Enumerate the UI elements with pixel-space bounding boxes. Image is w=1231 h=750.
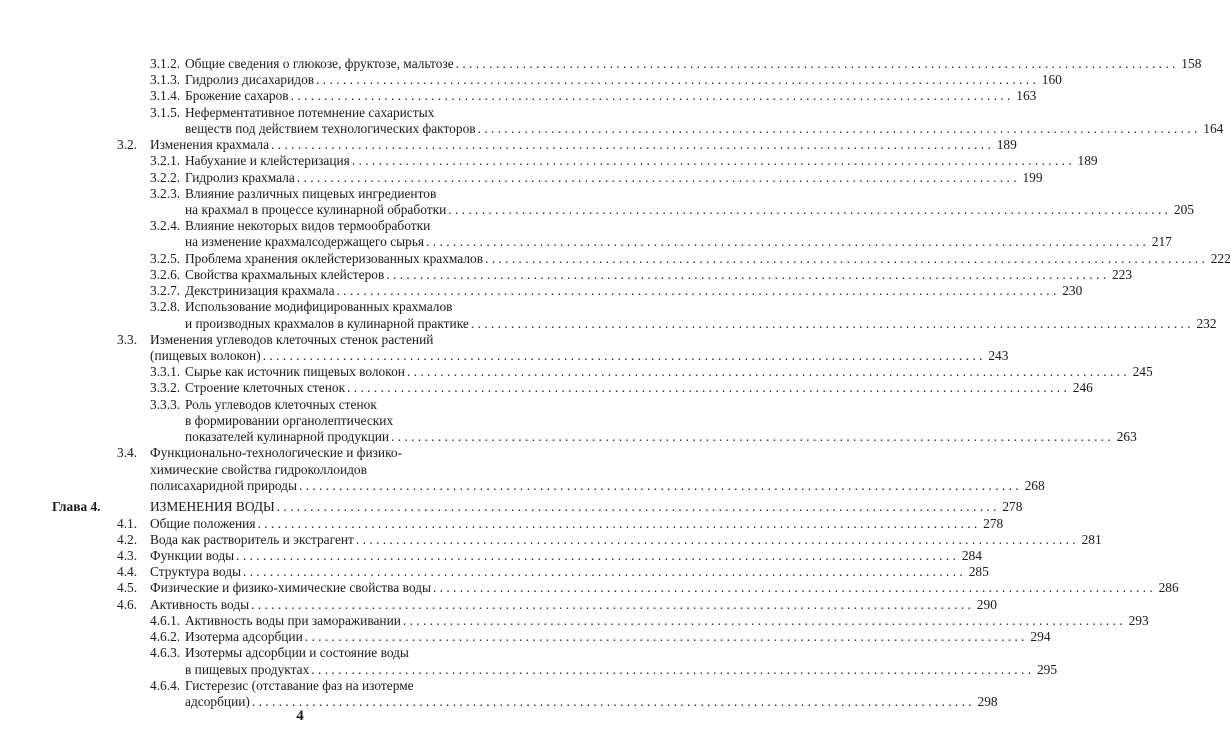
toc-entry-number: 4.6.1. — [150, 613, 181, 628]
toc-entry-title: Влияние некоторых видов термообработки — [185, 218, 431, 233]
dot-leader — [275, 499, 997, 515]
toc-entry-title: (пищевых волокон) — [150, 348, 261, 363]
toc-entry-title: Гидролиз дисахаридов — [185, 72, 315, 87]
toc-entry — [185, 202, 1194, 218]
toc-entry-number: Глава 4. — [52, 499, 101, 514]
dot-leader — [424, 234, 1146, 250]
toc-entry — [150, 380, 1093, 396]
toc-entry-number: 3.2.5. — [150, 251, 181, 266]
dot-leader — [335, 283, 1057, 299]
toc-entry-number: 3.2.7. — [150, 283, 181, 298]
dot-leader — [303, 629, 1025, 645]
toc-entry — [52, 499, 1023, 515]
toc-entry-title: Структура воды — [150, 564, 242, 579]
toc-entry-page: 293 — [1128, 613, 1149, 628]
toc-entry-page: 232 — [1196, 316, 1217, 331]
toc-entry-number: 3.2.1. — [150, 153, 181, 168]
toc-entry-title: Проблема хранения оклейстеризованных крахмалов — [185, 251, 484, 266]
toc-entry-page: 189 — [1077, 153, 1098, 168]
toc-entry-number: 3.2.3. — [150, 186, 181, 201]
toc-entry-number: 3.1.3. — [150, 72, 181, 87]
toc-entry — [150, 72, 1062, 88]
toc-entry — [185, 121, 1224, 137]
toc-entry-title: Функции воды — [150, 548, 235, 563]
toc-entry-title: Декстринизация крахмала — [185, 283, 335, 298]
toc-entry — [185, 413, 510, 429]
toc-entry-title: адсорбции) — [185, 694, 250, 709]
toc-entry-number: 3.1.4. — [150, 88, 181, 103]
toc-entry-number: 3.2.6. — [150, 267, 181, 282]
toc-entry-title: Изменения крахмала — [150, 137, 270, 152]
dot-leader — [297, 478, 1019, 494]
toc-entry — [185, 234, 1172, 250]
toc-entry-title: Сырье как источник пищевых волокон — [185, 364, 405, 379]
toc-entry-page: 278 — [983, 516, 1004, 531]
toc-entry-title: Гистерезис (отставание фаз на изотерме — [185, 678, 414, 693]
toc-entry-number: 3.2.8. — [150, 299, 181, 314]
toc-entry-title: на крахмал в процессе кулинарной обработки — [185, 202, 447, 217]
toc-entry — [117, 516, 1004, 532]
toc-entry-page: 222 — [1210, 251, 1231, 266]
toc-entry-page: 199 — [1022, 170, 1043, 185]
toc-entry-page: 158 — [1181, 56, 1202, 71]
toc-entry-page: 284 — [961, 548, 982, 563]
toc-entry — [150, 364, 1153, 380]
toc-entry-title: Активность воды — [150, 597, 250, 612]
toc-entry-number: 4.2. — [117, 532, 138, 547]
page-number: 4 — [296, 708, 304, 724]
toc-entry-title: Общие сведения о глюкозе, фруктозе, мальтозе — [185, 56, 454, 71]
toc-entry-page: 164 — [1203, 121, 1224, 136]
toc-entry — [150, 462, 510, 478]
toc-entry-page: 217 — [1151, 234, 1172, 249]
toc-entry-number: 3.3.2. — [150, 380, 181, 395]
toc-entry-title: Изменения углеводов клеточных стенок растений — [150, 332, 434, 347]
dot-leader — [345, 380, 1067, 396]
toc-entry-number: 4.6. — [117, 597, 138, 612]
toc-entry-page: 246 — [1072, 380, 1093, 395]
toc-entry-title: веществ под действием технологических факторов — [185, 121, 476, 136]
dot-leader — [389, 429, 1111, 445]
toc-entry — [185, 429, 1137, 445]
toc-entry-title: Свойства крахмальных клейстеров — [185, 267, 385, 282]
toc-entry-page: 243 — [988, 348, 1009, 363]
dot-leader — [401, 613, 1123, 629]
toc-entry-title: Активность воды при замораживании — [185, 613, 401, 628]
toc-entry-title: Использование модифицированных крахмалов — [185, 299, 453, 314]
toc-entry-title: Набухание и клейстеризация — [185, 153, 350, 168]
toc-entry — [185, 316, 1217, 332]
dot-leader — [446, 202, 1168, 218]
toc-entry-number: 3.1.5. — [150, 105, 181, 120]
toc-entry — [117, 137, 1017, 153]
dot-leader — [469, 316, 1191, 332]
toc-entry-number: 4.4. — [117, 564, 138, 579]
toc-entry-page: 290 — [976, 597, 997, 612]
toc-entry-title: на изменение крахмалсодержащего сырья — [185, 234, 425, 249]
toc-entry-page: 205 — [1173, 202, 1194, 217]
toc-entry-title: полисахаридной природы — [150, 478, 297, 493]
toc-entry — [150, 170, 1043, 186]
toc-entry — [150, 478, 1045, 494]
dot-leader — [234, 548, 956, 564]
toc-entry-page: 268 — [1024, 478, 1045, 493]
toc-entry-title: показателей кулинарной продукции — [185, 429, 390, 444]
toc-entry-page: 160 — [1041, 72, 1062, 87]
toc-entry-title: Изотермы адсорбции и состояние воды — [185, 645, 409, 660]
toc-entry — [117, 597, 997, 613]
toc-entry — [150, 88, 1037, 104]
toc-entry — [117, 564, 989, 580]
dot-leader — [309, 662, 1031, 678]
toc-entry-number: 4.5. — [117, 580, 138, 595]
toc-entry-title: Строение клеточных стенок — [185, 380, 346, 395]
dot-leader — [314, 72, 1036, 88]
toc-entry — [150, 186, 510, 202]
toc-entry-title: в формировании органолептических — [185, 413, 394, 428]
toc-entry-page: 278 — [1002, 499, 1023, 514]
toc-entry — [150, 56, 1202, 72]
toc-entry — [150, 105, 510, 121]
toc-entry — [150, 678, 510, 694]
toc-entry-number: 3.3.1. — [150, 364, 181, 379]
toc-entry-page: 223 — [1111, 267, 1133, 282]
toc-entry-title: Влияние различных пищевых ингредиентов — [185, 186, 437, 201]
dot-leader — [289, 88, 1011, 104]
toc-entry-page: 298 — [977, 694, 998, 709]
toc-entry-title: ИЗМЕНЕНИЯ ВОДЫ — [150, 499, 275, 514]
toc-entry — [150, 267, 1133, 283]
toc-entry-number: 3.4. — [117, 445, 138, 460]
toc-entry-number: 4.6.3. — [150, 645, 181, 660]
toc-entry-title: Гидролиз крахмала — [185, 170, 295, 185]
toc-entry-page: 189 — [996, 137, 1017, 152]
dot-leader — [354, 532, 1076, 548]
toc-entry-number: 3.2. — [117, 137, 138, 152]
toc-entry — [117, 548, 982, 564]
toc-entry-title: в пищевых продуктах — [185, 662, 310, 677]
toc-entry — [150, 283, 1083, 299]
toc-entry — [117, 532, 1102, 548]
dot-leader — [269, 137, 991, 153]
toc-entry — [150, 348, 1009, 364]
toc-entry-title: Неферментативное потемнение сахаристых — [185, 105, 435, 120]
dot-leader — [483, 251, 1205, 267]
dot-leader — [241, 564, 963, 580]
dot-leader — [295, 170, 1017, 186]
toc-entry-number: 3.2.4. — [150, 218, 181, 233]
dot-leader — [454, 56, 1176, 72]
toc-entry-number: 3.3.3. — [150, 397, 181, 412]
toc-entry-title: Изотерма адсорбции — [185, 629, 303, 644]
toc-entry-title: химические свойства гидроколлоидов — [150, 462, 367, 477]
dot-leader — [431, 580, 1153, 596]
dot-leader — [256, 516, 978, 532]
toc-entry — [150, 629, 1051, 645]
toc-entry-number: 4.6.4. — [150, 678, 181, 693]
toc-entry — [150, 251, 1231, 267]
toc-entry-title: Общие положения — [150, 516, 256, 531]
toc-entry-number: 3.3. — [117, 332, 138, 347]
toc-entry-title: Вода как растворитель и экстрагент — [150, 532, 354, 547]
dot-leader — [476, 121, 1198, 137]
dot-leader — [405, 364, 1127, 380]
dot-leader — [261, 348, 983, 364]
toc-entry-page: 285 — [968, 564, 989, 579]
toc-entry-number: 4.1. — [117, 516, 138, 531]
toc-entry — [185, 662, 1058, 678]
toc-entry-number: 4.3. — [117, 548, 138, 563]
dot-leader — [384, 267, 1106, 283]
toc-entry-page: 245 — [1132, 364, 1153, 379]
toc-entry — [117, 332, 510, 348]
toc-entry-title: Брожение сахаров — [185, 88, 289, 103]
toc-entry-number: 4.6.2. — [150, 629, 181, 644]
dot-leader — [350, 153, 1072, 169]
dot-leader — [249, 597, 971, 613]
toc-entry-title: Функционально-технологические и физико- — [150, 445, 403, 460]
toc-entry-title: Роль углеводов клеточных стенок — [185, 397, 377, 412]
toc-entry-page: 286 — [1158, 580, 1179, 595]
toc-entry — [117, 580, 1179, 596]
toc-entry-page: 263 — [1116, 429, 1137, 444]
toc-entry-number: 3.2.2. — [150, 170, 181, 185]
toc-entry — [150, 645, 510, 661]
toc-entry-page: 163 — [1016, 88, 1037, 103]
toc-entry-title: и производных крахмалов в кулинарной практике — [185, 316, 469, 331]
toc-entry — [150, 153, 1098, 169]
toc-entry — [150, 613, 1149, 629]
toc-entry — [117, 445, 510, 461]
toc-entry-page: 295 — [1036, 662, 1058, 677]
toc-entry — [150, 397, 510, 413]
toc-entry-page: 230 — [1062, 283, 1083, 298]
toc-entry-number: 3.1.2. — [150, 56, 181, 71]
toc-entry-page: 281 — [1081, 532, 1102, 547]
toc-entry — [150, 299, 510, 315]
toc-entry — [150, 218, 510, 234]
toc-entry-page: 294 — [1030, 629, 1051, 644]
toc-entry-title: Физические и физико-химические свойства воды — [150, 580, 431, 595]
